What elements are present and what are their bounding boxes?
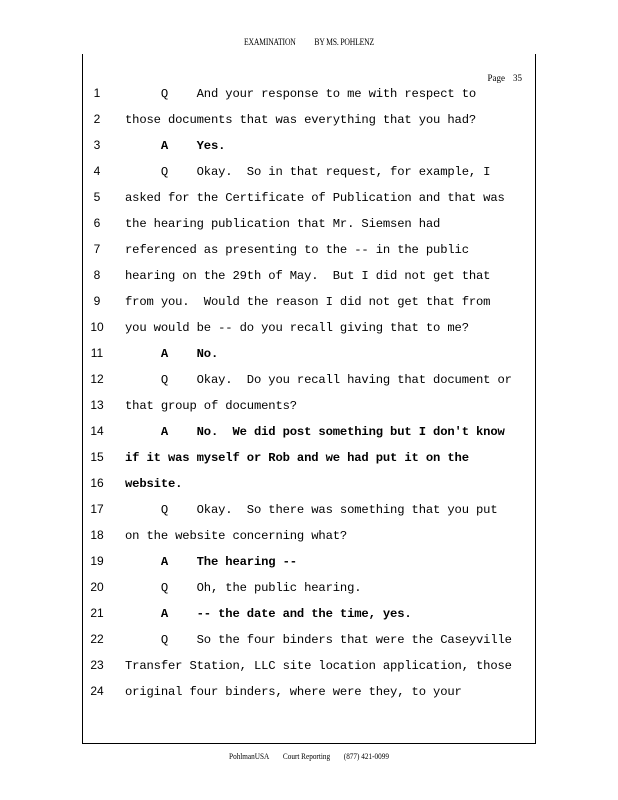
transcript-line <box>0 190 618 216</box>
footer-phone: (877) 421-0099 <box>343 751 389 761</box>
transcript-line <box>0 684 618 710</box>
line-text: A No. <box>125 347 219 361</box>
line-text: Transfer Station, LLC site location application, those <box>125 659 512 673</box>
line-text: Q Oh, the public hearing. <box>125 581 362 595</box>
line-text: website. <box>125 477 183 491</box>
transcript-line <box>0 268 618 294</box>
line-number: 22 <box>90 632 104 646</box>
line-number: 7 <box>93 242 101 256</box>
line-text: original four binders, where were they, to your <box>125 685 462 699</box>
line-text: Q Okay. Do you recall having that document or <box>125 373 512 387</box>
line-number: 5 <box>93 190 101 204</box>
line-text: you would be -- do you recall giving that to me? <box>125 321 469 335</box>
transcript-line <box>0 658 618 684</box>
page-footer <box>46 751 571 761</box>
transcript-line <box>0 294 618 320</box>
page-number-value: 35 <box>513 73 522 83</box>
line-text: from you. Would the reason I did not get that from <box>125 295 491 309</box>
line-number: 1 <box>93 86 101 100</box>
transcript-line <box>0 216 618 242</box>
transcript-line <box>0 346 618 372</box>
line-number: 3 <box>93 138 101 152</box>
transcript-line <box>0 242 618 268</box>
transcript-line <box>0 398 618 424</box>
transcript-line <box>0 164 618 190</box>
line-number: 19 <box>90 554 104 568</box>
page-label: Page <box>487 73 505 83</box>
line-number: 2 <box>93 112 101 126</box>
line-text: if it was myself or Rob and we had put it on the <box>125 451 469 465</box>
line-text: the hearing publication that Mr. Siemsen had <box>125 217 441 231</box>
line-text: A No. We did post something but I don't know <box>125 425 505 439</box>
line-number: 15 <box>90 450 104 464</box>
transcript-line <box>0 372 618 398</box>
line-number: 8 <box>93 268 101 282</box>
line-text: A Yes. <box>125 139 226 153</box>
line-number: 12 <box>90 372 104 386</box>
line-number: 4 <box>93 164 101 178</box>
line-text: referenced as presenting to the -- in the public <box>125 243 469 257</box>
transcript-line <box>0 502 618 528</box>
transcript-line <box>0 632 618 658</box>
line-number: 9 <box>93 294 101 308</box>
page-header <box>46 37 571 47</box>
transcript-line <box>0 528 618 554</box>
transcript-line <box>0 450 618 476</box>
line-text: Q Okay. So there was something that you put <box>125 503 498 517</box>
line-number: 16 <box>90 476 104 490</box>
line-text: that group of documents? <box>125 399 297 413</box>
transcript-line <box>0 476 618 502</box>
line-number: 24 <box>90 684 104 698</box>
line-text: asked for the Certificate of Publication and that was <box>125 191 505 205</box>
line-text: A -- the date and the time, yes. <box>125 607 412 621</box>
transcript-line <box>0 580 618 606</box>
line-number: 20 <box>90 580 104 594</box>
line-number: 11 <box>90 346 104 360</box>
line-text: those documents that was everything that you had? <box>125 113 477 127</box>
line-number: 6 <box>93 216 101 230</box>
line-number: 21 <box>90 606 104 620</box>
line-text: Q And your response to me with respect to <box>125 87 477 101</box>
header-section: EXAMINATION <box>243 37 296 47</box>
line-number: 10 <box>90 320 104 334</box>
footer-company: PohlmanUSA <box>229 751 270 761</box>
line-number: 23 <box>90 658 104 672</box>
transcript-line <box>0 424 618 450</box>
line-text: A The hearing -- <box>125 555 297 569</box>
page-number <box>480 73 523 83</box>
transcript-line <box>0 112 618 138</box>
transcript-line <box>0 138 618 164</box>
footer-service: Court Reporting <box>282 751 331 761</box>
line-text: hearing on the 29th of May. But I did not get that <box>125 269 491 283</box>
line-text: Q So the four binders that were the Caseyville <box>125 633 512 647</box>
transcript-line <box>0 554 618 580</box>
line-number: 13 <box>90 398 104 412</box>
line-text: Q Okay. So in that request, for example, I <box>125 165 491 179</box>
line-text: on the website concerning what? <box>125 529 348 543</box>
header-examiner: BY MS. POHLENZ <box>314 37 375 47</box>
line-number: 14 <box>90 424 104 438</box>
transcript-line <box>0 86 618 112</box>
line-number: 18 <box>90 528 104 542</box>
line-number: 17 <box>90 502 104 516</box>
transcript-line <box>0 606 618 632</box>
transcript-line <box>0 320 618 346</box>
